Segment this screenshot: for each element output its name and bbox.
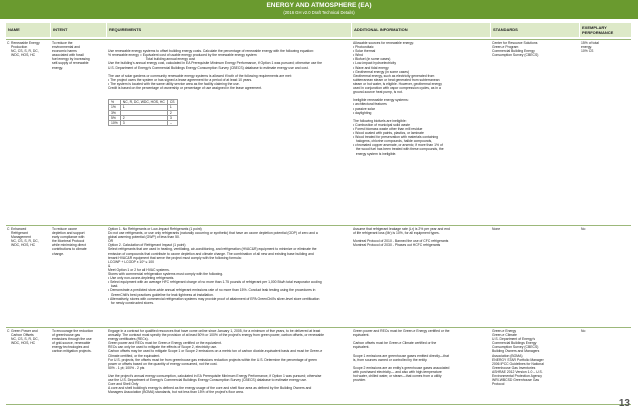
table-bottom-rule xyxy=(6,404,631,405)
points-table-header: NC, R, DC, WDC, HOS, HC xyxy=(120,100,167,105)
points-table-cell: 5% xyxy=(109,115,121,120)
credit-standards: Green-e Energy Green-e Climate U.S. Department of Energy's Commercial Buildings Energy Consumption Survey (CBECS) Building Owners and Managers Association (BOMA) ENERGY STAR Portfolio Manager 2006 IPCC Guidelines for National Greenhouse Gas Inventories ASHRAE 2012 Version 1.0 – U.S. Environmental Protection Agency WRI-WBCSD Greenhouse Gas Protocol xyxy=(492,329,544,387)
points-table-cell: 3 xyxy=(120,120,167,125)
credit-requirements xyxy=(108,41,350,223)
credit-name: Green Power and Carbon Offsets NC, CS, S, R, DC, WDC, HOS, HC xyxy=(11,329,39,346)
credit-standards: Center for Resource Solutions Green-e Program Commercial Building Energy Consumption Survey (CBECS) xyxy=(492,41,539,58)
banner-title: ENERGY AND ATMOSPHERE (EA) xyxy=(266,2,372,9)
page-banner xyxy=(0,0,638,19)
table-row xyxy=(6,327,631,405)
points-table xyxy=(108,99,178,125)
credit-requirements: Engage in a contract for qualified resources that have come online since January 1, 2005, for a minimum of five years, to be delivered at least annually. The contract must specify the provision of at least 50% or 100% of the project's energy from green power, carbon offsets, or renewable energy certificates (RECs). Green power and RECs must be Green-e Energy certified or the equivalent. RECs can only be used to mitigate the effects of Scope 2, electricity use. Carbon offsets may be used to mitigate Scope 1 or Scope 2 emissions on a metric ton of carbon dioxide-equivalent basis and must be Green-e Climate certified, or the equivalent. For U.S. projects, the offsets must be from greenhouse gas emissions reduction projects within the U.S. Determine the percentage of green power or offsets based on the quantity of energy consumed, not the cost. 50% - 1 pt; 100% - 2 pts Use the project's annual energy consumption, calculated in EA Prerequisite Minimum Energy Performance, if Option 1 was pursued; otherwise use the U.S. Department of Energy's Commercial Buildings Energy Consumption Survey (CBECS) database to estimate energy use. Core and Shell Only A core and shell building's energy is defined as the energy usage of the core and shell floor area as defined by the Building Owners and Managers Association (BOMA) standards, but not less than 15% of the project's floor area. xyxy=(108,329,325,395)
page-number: 13 xyxy=(618,398,630,409)
points-table-cell: -- xyxy=(167,120,177,125)
header-exemplary: EXEMPLARY PERFORMANCE xyxy=(580,23,631,37)
points-table-cell: 3 xyxy=(167,115,177,120)
points-table-cell: 2 xyxy=(120,115,167,120)
points-table-cell: 1 xyxy=(120,105,167,110)
header-intent: INTENT xyxy=(51,23,106,37)
requirements-text: Use renewable energy systems to offset building energy costs. Calculate the percentage of renewable energy with the following equation: % renewable energy = Equivalent cost of usable energy produced by the renewable energy system Total building annual energy cost Use the building's annual energy cost, calculated in EA Prerequisite Minimum Energy Performance, if Option 1 was pursued; otherwise use the U.S. Department of Energy's Commercial Buildings Energy Consumption Survey (CBECS) database to estimate energy use and cost. The use of solar gardens or community renewable energy systems is allowed if both of the following requirements are met: • The project owns the system or has signed a lease agreement for a period of at least 10 years. • The system is located with the same utility service area as the facility claiming the use. Credit is based on the percentage of ownership or percentage of use assigned in the lease agreement. xyxy=(108,49,322,91)
credit-intent: To reduce ozone depletion and support early compliance with the Montreal Protocol while minimizing direct contributions to climate change. xyxy=(52,227,87,256)
header-name: NAME xyxy=(6,23,50,37)
banner-subtitle: (2016 GH v2.0 Draft Technical Details) xyxy=(283,10,355,15)
credit-exemplary: 15% of total energy. 10% CS xyxy=(581,41,599,54)
header-requirements: REQUIREMENTS xyxy=(107,23,351,37)
credit-standards: None xyxy=(492,227,501,231)
points-table-cell: 1 xyxy=(167,105,177,110)
points-table-cell: 10% xyxy=(109,120,121,125)
row-marker: C xyxy=(7,329,10,333)
credit-name: Renewable Energy Production NC, CS, S, R, DC, WDC, HOS, HC xyxy=(11,41,40,58)
credit-intent: To encourage the reduction of greenhouse gas emissions through the use of grid-source, renewable energy technologies and carbon mitigation projects. xyxy=(52,329,94,354)
credit-additional-info: Allowable sources for renewable energy: • Photovoltaic • Solar thermal • Wind • Biofuel (in some cases) • Low-impact hydroelectricity • Wave and tidal energy • Geothermal energy (in some cases) Geothermal energy, such as electricity generated from subterranean steam or heat generated from subterranean steam or hot water, is eligible. However, geothermal energy used in conjunction with vapor compression cycles, as in a ground-source heat pump, is not. Ineligible renewable energy systems: • architectural features • passive solar • daylighting The following biofuels are ineligible: • Combustion of municipal solid waste • Forest biomass waste other than mill residue • Wood coated with paints, plastics, or laminate • Wood treated for preservation with materials containing halogens, chlorine compounds, halide compounds, • chromated copper arsenate, or arsenic; if more than 1% of the wood fuel has been treated with these compounds, the energy system is ineligible. xyxy=(353,41,444,156)
points-table-cell: 1% xyxy=(109,105,121,110)
header-standards: STANDARDS xyxy=(491,23,579,37)
credit-name: Enhanced Refrigerant Management NC, CS, S, R, DC, WDC, HOS, HC xyxy=(11,227,39,248)
points-table-header: % xyxy=(109,100,121,105)
credit-exemplary: No xyxy=(581,329,586,333)
credit-intent: To reduce the environmental and economic harms associated with fossil fuel energy by increasing self-supply of renewable energy. xyxy=(52,41,90,70)
credit-requirements: Option 1. No Refrigerants or Low-Impact Refrigerants (1 point) Do not use refrigerants, or use only refrigerants (naturally occurring or synthetic) that have an ozone depletion potential (ODP) of zero and a global warming potential (GWP) of less than 50. OR Option 2. Calculation of Refrigerant Impact (1 point) Select refrigerants that are used in heating, ventilating, air-conditioning, and refrigeration (HVAC&R) equipment to minimize or eliminate the emission of compounds that contribute to ozone depletion and climate change. The combination of all new and existing base building and tenant HVAC&R equipment that serve the project must comply with the following formula: LCGWP + LCODP x 10⁵ ≤ 100 & Meet Option 1 or 2 for all HVAC systems. Stores with commercial refrigeration systems must comply with the following. • Use only non-ozone-depleting refrigerants. • Select equipment with an average HFC refrigerant charge of no more than 1.75 pounds of refrigerant per 1,000 Btu/h total evaporator cooling load. • Demonstrate a predicted store-wide annual refrigerant emissions rate of no more than 15%. Conduct leak testing using the procedures in GreenChill's best practices guideline for leak tightness at installation. • Alternatively, stores with commercial refrigeration systems may provide proof of attainment of EPA GreenChill's silver-level store certification for newly constructed stores. xyxy=(108,227,322,305)
table-row xyxy=(6,225,631,326)
table-row xyxy=(6,39,631,224)
points-table-cell: 3% xyxy=(109,110,121,115)
points-table-header: CS xyxy=(167,100,177,105)
credit-additional-info: Assume that refrigerant leakage rate (Lr) is 2% per year and end of life refrigerant loss (Mr) is 10%, for all equipment types. Montreal Protocol of 2010 - Banned the use of CFC refrigerants Montreal Protocol of 2030 - Phases out HCFC refrigerants xyxy=(353,227,450,248)
header-additional: ADDITIONAL INFORMATION xyxy=(352,23,490,37)
row-marker: C xyxy=(7,41,10,45)
row-marker: C xyxy=(7,227,10,231)
points-table-cell: 2 xyxy=(167,110,177,115)
credit-additional-info: Green power and RECs must be Green-e Energy certified or the equivalent. Carbon offsets must be Green-e Climate certified or the equivalent. Scope 1 emissions are greenhouse gases emitted directly—that is, from sources owned or controlled by the entity. Scope 2 emissions are an entity's greenhouse gases associated with purchased electricity— and also with high-temperature hot water, chilled water, or steam—that comes from a utility provider. xyxy=(353,329,450,383)
credit-exemplary: No xyxy=(581,227,586,231)
